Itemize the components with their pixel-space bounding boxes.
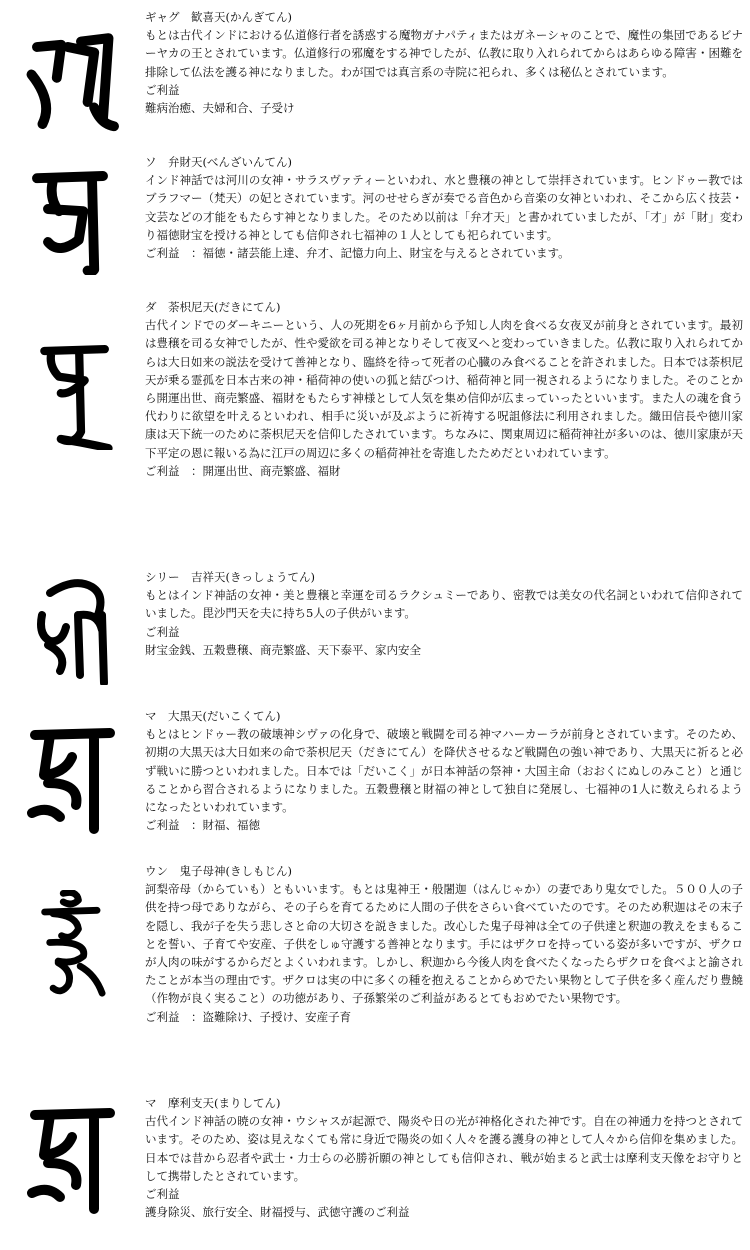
benefit-label: ご利益 ： — [145, 818, 203, 833]
entry-body: 古代インド神話の暁の女神・ウシャスが起源で、陽炎や日の光が神格化された神です。自在の神通力を持つとされています。そのため、姿は見えなくても常に身近で陽炎の如く人々を護る護身の神として人々から信仰を集めました。日本では昔から忍者や武士・力士らの必勝祈願の神としても信仰され、戦が始まると武士は摩利支天像をお守りとして携帯したとされています。 — [145, 1114, 743, 1183]
benefit-label: ご利益 ： — [145, 1009, 203, 1024]
bonji-ma-icon — [10, 710, 130, 850]
benefit-label: ご利益 — [145, 1187, 180, 1202]
entry-title: ソ 弁財天(べんざいんてん) — [145, 155, 292, 169]
benefit-list: 開運出世、商売繁盛、福財 — [202, 463, 341, 478]
entry-body: 訶梨帝母（からていも）ともいいます。もとは鬼神王・般闍迦（はんじゃか）の妻であり鬼女でした。５００人の子供を持つ母でありながら、その子らを育てるために人間の子供をさらい食べていたのです。そのため釈迦はその末子を隠し、我が子を失う悲しさと命の大切さを説きました。改心した鬼子母神は全ての子供達と釈迦の教えをまもることを誓い、子育てや安産、子供をしゅ守護する善神となります。手にはザクロを持っている姿が多いですが、ザクロが人肉の味がするからだとよくいわれます。しかし、釈迦から今後人肉を食べたくなったらザクロを食べよと諭されたことが本当の理由です。ザクロは実の中に多くの種を抱えることからめでたい果物として子供を多く産んだり豊饒（作物が良く実ること）の功徳があり、子孫繁栄のご利益があるとてもおめでたい果物です。 — [145, 882, 743, 1006]
entry-title: ウン 鬼子母神(きしもじん) — [145, 864, 292, 878]
entry-title: マ 摩利支天(まりしてん) — [145, 1096, 281, 1110]
entry-body: もとはインド神話の女神・美と豊穣と幸運を司るラクシュミーであり、密教では美女の代名詞といわれて信仰されていました。毘沙門天を夫に持ち5人の子供がいます。 — [145, 588, 743, 621]
entry-title: ギャグ 歓喜天(かんぎてん) — [145, 10, 292, 24]
entry-body: インド神話では河川の女神・サラスヴァティーといわれ、水と豊穣の神として崇拝されています。ヒンドゥー教ではブラフマー（梵天）の妃とされています。河のせせらぎが奏でる音色から音楽の女神といわれ、そこから広く技芸・文芸などの才能をもたらす神となりました。そのため以前は「弁才天」と書かれていましたが、「才」が「財」変わり福徳財宝を授ける神としても信仰され七福神の１人としても祀られています。 — [145, 173, 743, 242]
entry-title: マ 大黒天(だいこくてん) — [145, 709, 281, 723]
entry-body: もとはヒンドゥー教の破壊神シヴァの化身で、破壊と戦闘を司る神マハーカーラが前身とされています。そのため、初期の大黒天は大日如来の命で荼枳尼天（だきにてん）を降伏させるなど戦闘色の強い神であり、大黒天に祈ると必ず戦いに勝つといわれました。日本では「だいこく」が日本神話の祭神・大国主命（おおくにぬしのみこと）と通じることから習合されるようになりました。五穀豊穣と財福の神として独自に発展し、七福神の1人に数えられるようになったといわれています。 — [145, 727, 743, 815]
benefit-label: ご利益 — [145, 82, 180, 97]
benefit-list: 難病治癒、夫婦和合、子受け — [145, 101, 295, 116]
bonji-gyaku-icon — [10, 20, 130, 140]
benefit-label: ご利益 — [145, 624, 180, 639]
entry-body: 古代インドでのダーキニーという、人の死期を6ヶ月前から予知し人肉を食べる女夜叉が前身とされています。最初は豊穣を司る女神でしたが、性や愛欲を司る神となりそして夜叉へと変わっていきました。仏教に取り入れられてからは大日如来の説法を受けて善神となり、臨終を待って死者の心臓のみ食べることを許されました。日本では荼枳尼天が乗る霊孤を日本古来の神・稲荷神の使いの狐と結びつけ、稲荷神と同一視されるようになりました。そのことから開運出世、商売繁盛、福財をもたらす神様として人気を集め信仰が広まっていったといいます。また人の魂を食う代わりに欲望を叶えるといわれ、相手に災いが及ぶように祈祷する呪詛修法に利用されました。織田信長や徳川家康は天下統一のために荼枳尼天を信仰したされています。ちなみに、関東周辺に稲荷神社が多いのは、徳川家康が天下平定の恩に報いる為に江戸の周辺に多くの稲荷神社を寄進したためだといわれています。 — [145, 318, 743, 460]
benefit-label: ご利益 ： — [145, 463, 203, 478]
benefit-list: 盗難除け、子授け、安産子育 — [202, 1009, 352, 1024]
bonji-da-icon — [10, 320, 130, 470]
benefit-list: 護身除災、旅行安全、財福授与、武徳守護のご利益 — [145, 1205, 410, 1220]
entry-title: シリー 吉祥天(きっしょうてん) — [145, 570, 315, 584]
bonji-ma-icon — [10, 1085, 130, 1235]
benefit-label: ご利益 ： — [145, 246, 203, 261]
benefit-list: 福徳・諸芸能上達、弁才、記憶力向上、財宝を与えるとされています。 — [202, 246, 570, 261]
benefit-list: 財福、福徳 — [202, 818, 260, 833]
bonji-shiri-icon — [10, 565, 130, 695]
bonji-so-icon — [10, 160, 130, 280]
bonji-un-icon — [10, 865, 130, 1025]
benefit-list: 財宝金銭、五穀豊穣、商売繁盛、天下泰平、家内安全 — [145, 642, 421, 657]
entry-title: ダ 荼枳尼天(だきにてん) — [145, 300, 281, 314]
entry-body: もとは古代インドにおける仏道修行者を誘惑する魔物ガナパティまたはガネーシャのことで、魔性の集団であるビナーヤカの王とされています。仏道修行の邪魔をする神でしたが、仏教に取り入れられてからはあらゆる障害・困難を排除して仏法を護る神になりました。わが国では真言系の寺院に祀られ、多くは秘仏とされています。 — [145, 28, 743, 79]
